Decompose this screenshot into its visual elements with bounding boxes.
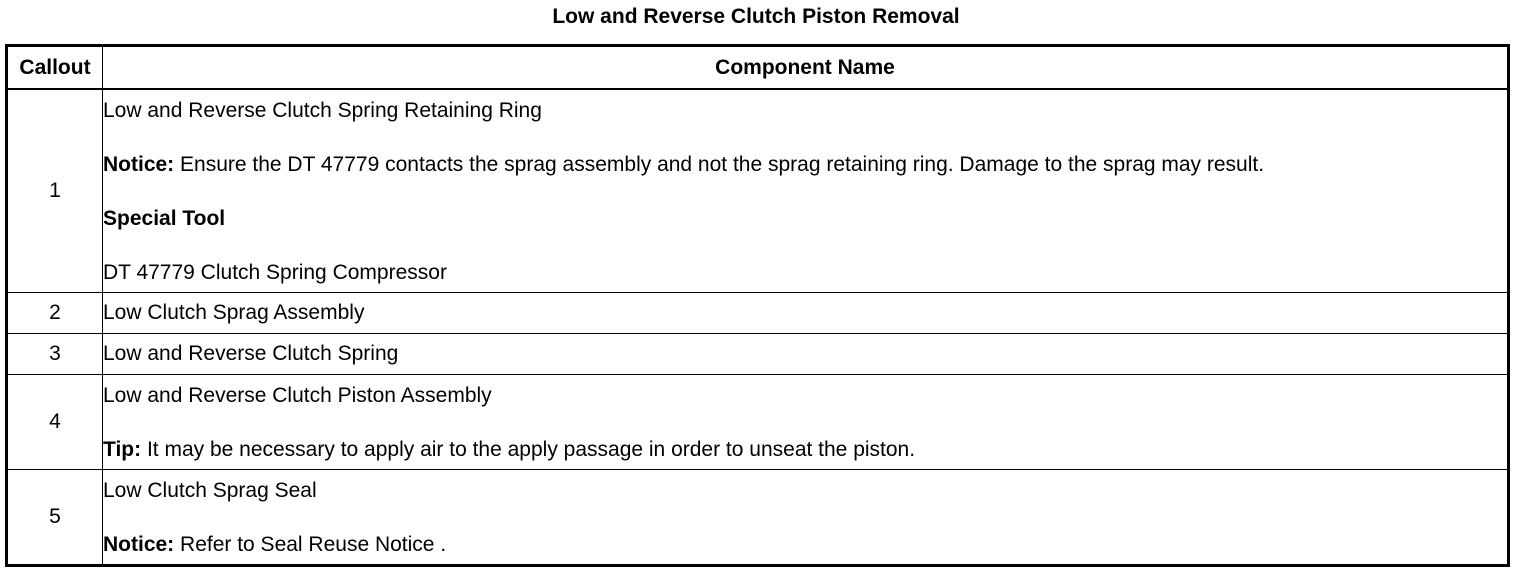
component-name: Low and Reverse Clutch Spring Retaining Ring: [103, 99, 542, 122]
components-table: [5, 44, 1510, 567]
notice-text: Refer to Seal Reuse Notice .: [174, 533, 447, 556]
tip-text: It may be necessary to apply air to the apply passage in order to unseat the piston.: [141, 438, 916, 461]
component-cell: [103, 334, 1509, 375]
notice-line: [103, 150, 1507, 180]
special-tool-label: Special Tool: [103, 207, 226, 230]
table-row: [7, 293, 1509, 334]
table-header-row: [7, 46, 1509, 90]
table-row: [7, 334, 1509, 375]
callout-number: 4: [7, 375, 103, 470]
notice-text: Ensure the DT 47779 contacts the sprag assembly and not the sprag retaining ring. Damage to the sprag may result.: [174, 153, 1265, 176]
component-cell: [103, 375, 1509, 470]
component-cell: [103, 293, 1509, 334]
callout-number: 3: [7, 334, 103, 375]
tip-label: Tip:: [103, 438, 142, 461]
component-name: Low and Reverse Clutch Spring: [103, 342, 399, 365]
notice-line: [103, 530, 1507, 564]
component-name: Low Clutch Sprag Seal: [103, 479, 317, 502]
document-title: Low and Reverse Clutch Piston Removal: [552, 5, 960, 28]
table-row: [7, 89, 1509, 293]
component-cell: [103, 89, 1509, 293]
component-name: Low Clutch Sprag Assembly: [103, 301, 365, 324]
callout-number: 2: [7, 293, 103, 334]
callout-number: 1: [7, 89, 103, 293]
notice-label: Notice:: [103, 153, 175, 176]
header-component-name: Component Name: [103, 46, 1509, 90]
component-name: Low and Reverse Clutch Piston Assembly: [103, 384, 492, 407]
callout-number: 5: [7, 470, 103, 566]
header-callout: Callout: [7, 46, 103, 90]
notice-label: Notice:: [103, 533, 175, 556]
component-cell: [103, 470, 1509, 566]
table-row: [7, 470, 1509, 566]
special-tool-heading: [103, 204, 1507, 234]
table-row: [7, 375, 1509, 470]
special-tool-name: DT 47779 Clutch Spring Compressor: [103, 261, 447, 284]
tip-line: [103, 435, 1507, 469]
